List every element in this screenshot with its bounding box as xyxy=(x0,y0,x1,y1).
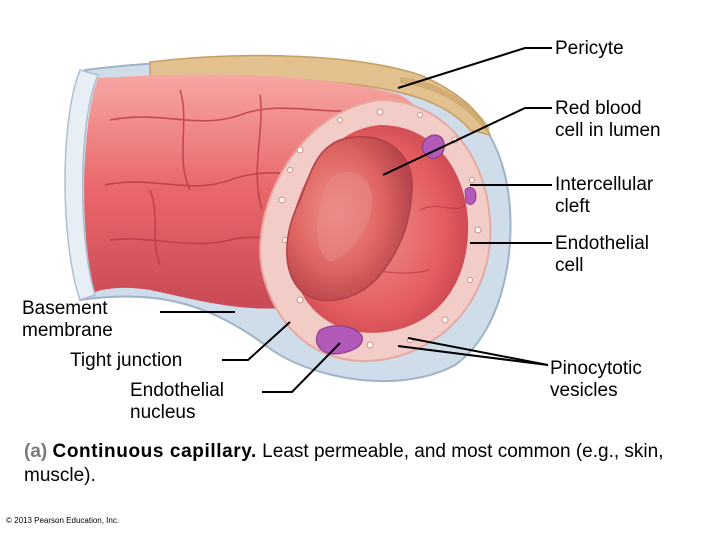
label-pericyte: Pericyte xyxy=(555,38,624,59)
copyright-notice: © 2013 Pearson Education, Inc. xyxy=(6,516,120,525)
label-endothelial-nucleus: Endothelial nucleus xyxy=(130,380,225,423)
figure-caption xyxy=(24,440,664,488)
label-pinocytotic-vesicles: Pinocytotic vesicles xyxy=(550,358,642,401)
label-basement-membrane: Basement membrane xyxy=(22,298,113,341)
label-intercellular-cleft: Intercellular cleft xyxy=(555,174,654,217)
label-endothelial-cell: Endothelial cell xyxy=(555,233,650,276)
caption-title: Continuous capillary. xyxy=(52,441,257,462)
caption-text: Least permeable, and most common (e.g., skin, muscle). xyxy=(24,441,664,486)
caption-tag: (a) xyxy=(24,441,48,462)
label-red-blood-cell: Red blood cell in lumen xyxy=(555,98,661,141)
label-tight-junction: Tight junction xyxy=(70,350,183,371)
